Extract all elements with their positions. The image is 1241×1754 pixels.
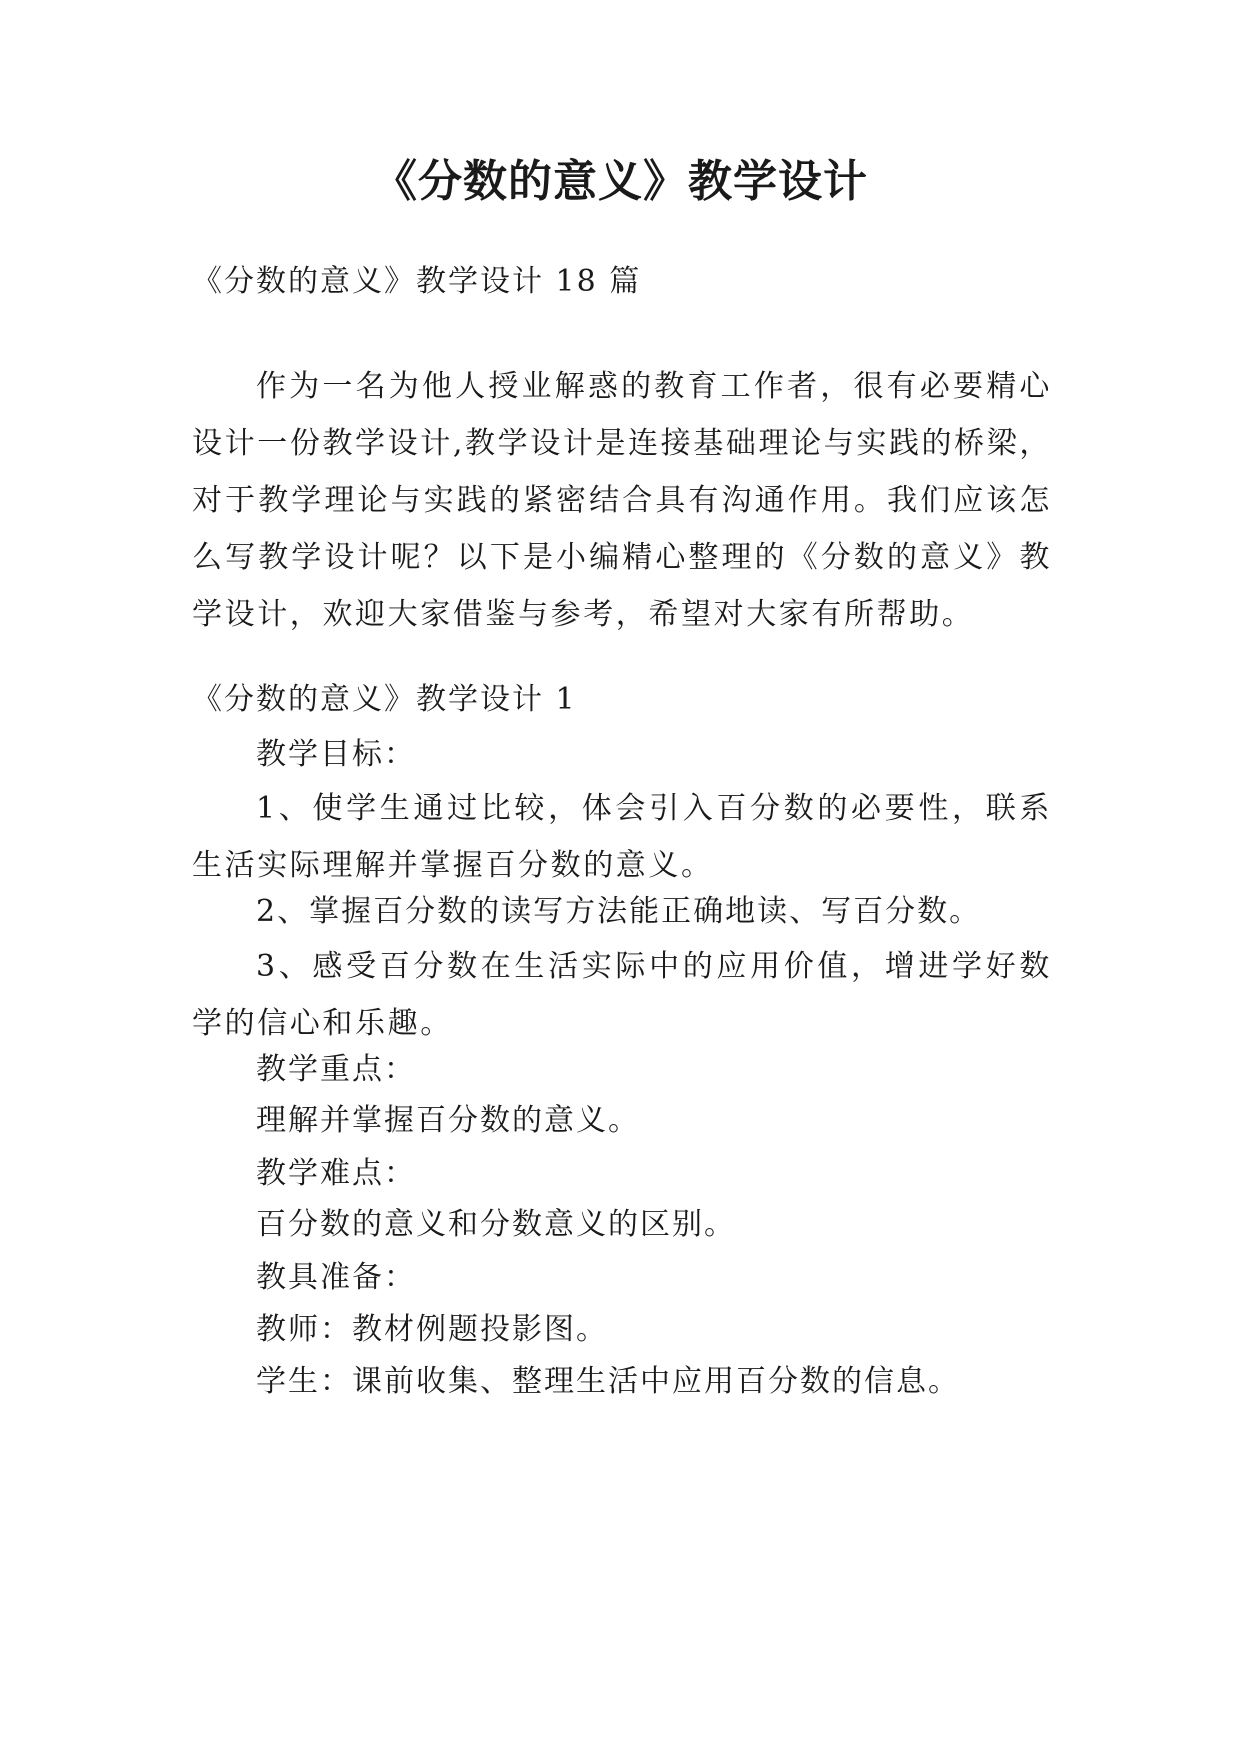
goal-item-1: 1、使学生通过比较，体会引入百分数的必要性，联系生活实际理解并掌握百分数的意义。 [192,791,1052,883]
intro-paragraph: 作为一名为他人授业解惑的教育工作者，很有必要精心设计一份教学设计,教学设计是连接基础理论与实践的桥梁，对于教学理论与实践的紧密结合具有沟通作用。我们应该怎么写教学设计呢？以下是小编精心整理的《分数的意义》教学设计，欢迎大家借鉴与参考，希望对大家有所帮助。 [192,369,1052,632]
difficulty-label: 教学难点： [256,1156,416,1191]
tools-student: 学生：课前收集、整理生活中应用百分数的信息。 [256,1364,960,1399]
document-title: 《分数的意义》教学设计 [373,156,868,207]
goals-label: 教学目标： [256,737,416,772]
goal-item-2: 2、掌握百分数的读写方法能正确地读、写百分数。 [256,894,982,929]
document-subtitle: 《分数的意义》教学设计 18 篇 [192,264,642,299]
tools-label: 教具准备： [256,1260,416,1295]
difficulty-text: 百分数的意义和分数意义的区别。 [256,1207,736,1242]
section-heading: 《分数的意义》教学设计 1 [192,682,577,717]
tools-teacher: 教师：教材例题投影图。 [256,1312,608,1347]
focus-label: 教学重点： [256,1052,416,1087]
goal-item-3: 3、感受百分数在生活实际中的应用价值，增进学好数学的信心和乐趣。 [192,949,1052,1041]
focus-text: 理解并掌握百分数的意义。 [256,1103,640,1138]
